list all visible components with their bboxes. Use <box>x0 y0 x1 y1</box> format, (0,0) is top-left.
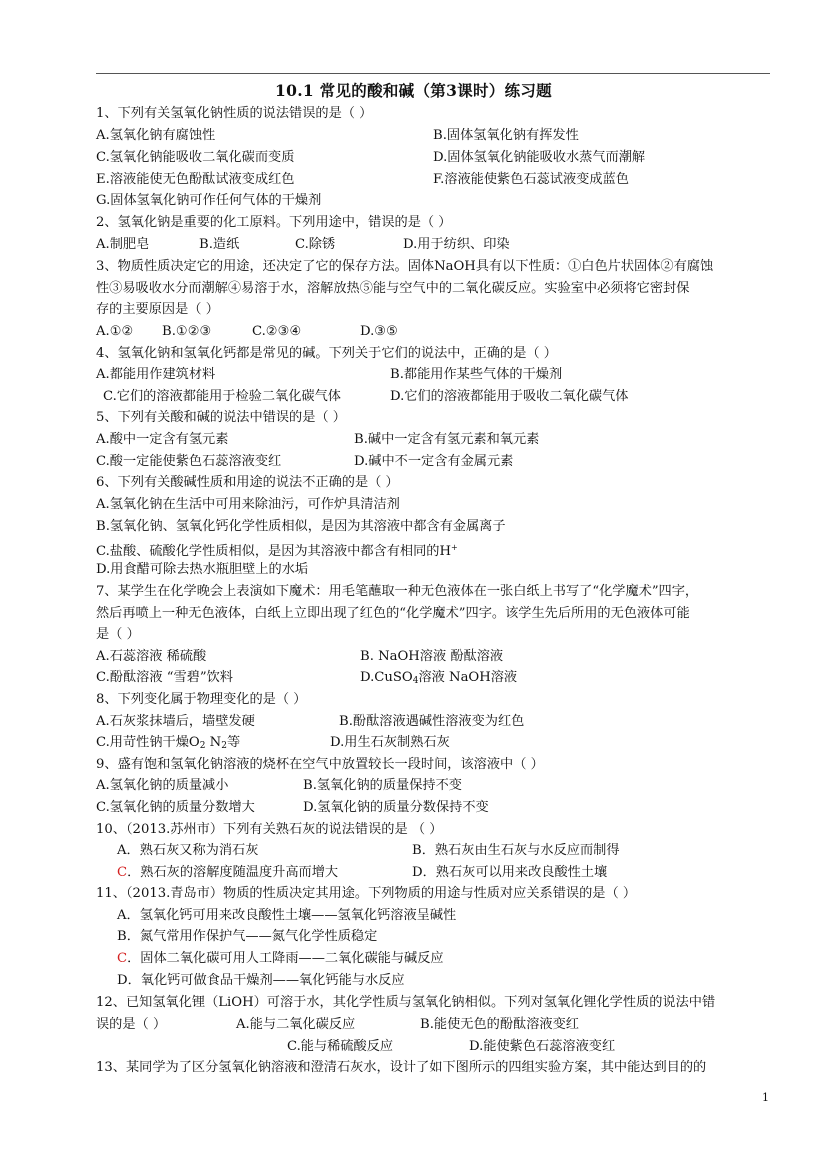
answer-letter-highlight: C <box>117 951 128 966</box>
q5-option-b: B.碱中一定含有氢元素和氧元素 <box>354 432 540 447</box>
q3-option-c: C.②③④ <box>252 324 302 339</box>
q7-stem-line2: 然后再喷上一种无色液体，白纸上立即出现了红色的“化学魔术”四字。该学生先后所用的无色液体可能 <box>96 606 690 621</box>
q3-stem-line1: 3、物质性质决定它的用途，还决定了它的保存方法。固体NaOH具有以下性质：①白色片状固体②有腐蚀 <box>96 259 714 274</box>
q11-option-c: C．固体二氧化碳可用人工降雨——二氧化碳能与碱反应 <box>117 951 444 966</box>
q12-stem-line2: 误的是（ ） <box>96 1017 167 1032</box>
q4-option-d: D.它们的溶液都能用于吸收二氧化碳气体 <box>390 389 629 404</box>
q7-stem-line1: 7、某学生在化学晚会上表演如下魔术：用毛笔蘸取一种无色液体在一张白纸上书写了“化学魔术”四字， <box>96 584 699 599</box>
q2-option-b: B.造纸 <box>199 237 240 252</box>
q1-option-g: G.固体氢氧化钠可作任何气体的干燥剂 <box>96 193 322 208</box>
q1-option-c: C.氢氧化钠能吸收二氧化碳而变质 <box>96 150 295 165</box>
q2-option-d: D.用于纺织、印染 <box>403 237 510 252</box>
q4-option-b: B.都能用作某些气体的干燥剂 <box>390 367 563 382</box>
q10-option-c: C．熟石灰的溶解度随温度升高而增大 <box>117 865 339 880</box>
q2-option-a: A.制肥皂 <box>96 237 150 252</box>
q13-stem-line1: 13、某同学为了区分氢氧化钠溶液和澄清石灰水，设计了如下图所示的四组实验方案，其中能达到目的的 <box>96 1060 707 1075</box>
page-title: 10.1 常见的酸和碱（第3课时）练习题 <box>275 81 552 100</box>
q12-option-a: A.能与二氧化碳反应 <box>236 1017 356 1032</box>
q1-option-a: A.氢氧化钠有腐蚀性 <box>96 128 216 143</box>
q1-option-d: D.固体氢氧化钠能吸收水蒸气而潮解 <box>433 150 646 165</box>
q12-option-b: B.能使无色的酚酞溶液变红 <box>420 1017 579 1032</box>
q6-option-c: C.盐酸、硫酸化学性质相似，是因为其溶液中都含有相同的H+ <box>96 543 458 559</box>
q2-stem: 2、氢氧化钠是重要的化工原料。下列用途中，错误的是（ ） <box>96 215 452 230</box>
q8-option-d: D.用生石灰制熟石灰 <box>330 735 450 750</box>
q7-option-b: B. NaOH溶液 酚酞溶液 <box>360 649 504 664</box>
hydrogen-ion-charge: + <box>451 543 458 552</box>
q5-stem: 5、下列有关酸和碱的说法中错误的是（ ） <box>96 410 346 425</box>
q12-option-d: D.能使紫色石蕊溶液变红 <box>469 1039 616 1054</box>
q3-option-b: B.①②③ <box>162 324 212 339</box>
q6-option-d: D.用食醋可除去热水瓶胆壁上的水垢 <box>96 562 309 577</box>
q7-option-d: D.CuSO$_4$溶液 NaOH溶液 <box>360 670 518 686</box>
q8-option-b: B.酚酞溶液遇碱性溶液变为红色 <box>339 714 525 729</box>
q4-option-c: C.它们的溶液都能用于检验二氧化碳气体 <box>103 389 341 404</box>
q3-stem-line2: 性③易吸收水分而潮解④易溶于水，溶解放热⑤能与空气中的二氧化碳反应。实验室中必须将它密封保 <box>96 281 690 296</box>
q11-option-d: D．氧化钙可做食品干燥剂——氧化钙能与水反应 <box>117 973 405 988</box>
q12-stem-line1: 12、已知氢氧化锂（LiOH）可溶于水，其化学性质与氢氧化钠相似。下列对氢氧化锂化学性质的说法中错 <box>96 995 716 1010</box>
q9-option-d: D.氢氧化钠的质量分数保持不变 <box>303 800 489 815</box>
q9-option-b: B.氢氧化钠的质量保持不变 <box>303 778 462 793</box>
q3-option-a: A.①② <box>96 324 134 339</box>
q1-stem: 1、下列有关氢氧化钠性质的说法错误的是（ ） <box>96 106 373 121</box>
q1-option-f: F.溶液能使紫色石蕊试液变成蓝色 <box>433 172 629 187</box>
q11-option-a: A．氢氧化钙可用来改良酸性土壤——氢氧化钙溶液呈碱性 <box>117 908 457 923</box>
q12-option-c: C.能与稀硫酸反应 <box>287 1039 394 1054</box>
q10-option-a: A．熟石灰又称为消石灰 <box>117 843 259 858</box>
page-number: 1 <box>762 1091 769 1104</box>
header-rule <box>96 73 770 74</box>
answer-letter-highlight: C <box>117 865 128 880</box>
q11-stem: 11、（2013.青岛市）物质的性质决定其用途。下列物质的用途与性质对应关系错误的是（ ） <box>96 886 637 901</box>
q5-option-a: A.酸中一定含有氢元素 <box>96 432 229 447</box>
q7-stem-line3: 是（ ） <box>96 627 140 642</box>
q2-option-c: C.除锈 <box>295 237 336 252</box>
q1-option-e: E.溶液能使无色酚酞试液变成红色 <box>96 172 295 187</box>
q8-option-c: C.用苛性钠干燥$O_2$ $N_2$等 <box>96 735 241 751</box>
q10-option-b: B．熟石灰由生石灰与水反应而制得 <box>412 843 620 858</box>
q9-option-a: A.氢氧化钠的质量减小 <box>96 778 229 793</box>
q11-option-b: B．氮气常用作保护气——氮气化学性质稳定 <box>117 929 378 944</box>
q3-stem-line3: 存的主要原因是（ ） <box>96 302 219 317</box>
q10-stem: 10、（2013.苏州市）下列有关熟石灰的说法错误的是 （ ） <box>96 822 443 837</box>
q1-option-b: B.固体氢氧化钠有挥发性 <box>433 128 579 143</box>
q4-stem: 4、氢氧化钠和氢氧化钙都是常见的碱。下列关于它们的说法中，正确的是（ ） <box>96 346 557 361</box>
q3-option-d: D.③⑤ <box>360 324 398 339</box>
q6-option-b: B.氢氧化钠、氢氧化钙化学性质相似，是因为其溶液中都含有金属离子 <box>96 519 506 534</box>
q6-stem: 6、下列有关酸碱性质和用途的说法不正确的是（ ） <box>96 475 399 490</box>
q7-option-a: A.石蕊溶液 稀硫酸 <box>96 649 207 664</box>
q5-option-c: C.酸一定能使紫色石蕊溶液变红 <box>96 454 282 469</box>
q9-option-c: C.氢氧化钠的质量分数增大 <box>96 800 255 815</box>
q10-option-d: D．熟石灰可以用来改良酸性土壤 <box>412 865 608 880</box>
q8-option-a: A.石灰浆抹墙后，墙壁发硬 <box>96 714 255 729</box>
q9-stem: 9、盛有饱和氢氧化钠溶液的烧杯在空气中放置较长一段时间，该溶液中（ ） <box>96 757 544 772</box>
q6-option-a: A.氢氧化钠在生活中可用来除油污，可作炉具清洁剂 <box>96 497 400 512</box>
q7-option-c: C.酚酞溶液 “雪碧”饮料 <box>96 670 233 685</box>
q8-stem: 8、下列变化属于物理变化的是（ ） <box>96 692 307 707</box>
q4-option-a: A.都能用作建筑材料 <box>96 367 216 382</box>
q5-option-d: D.碱中不一定含有金属元素 <box>354 454 514 469</box>
